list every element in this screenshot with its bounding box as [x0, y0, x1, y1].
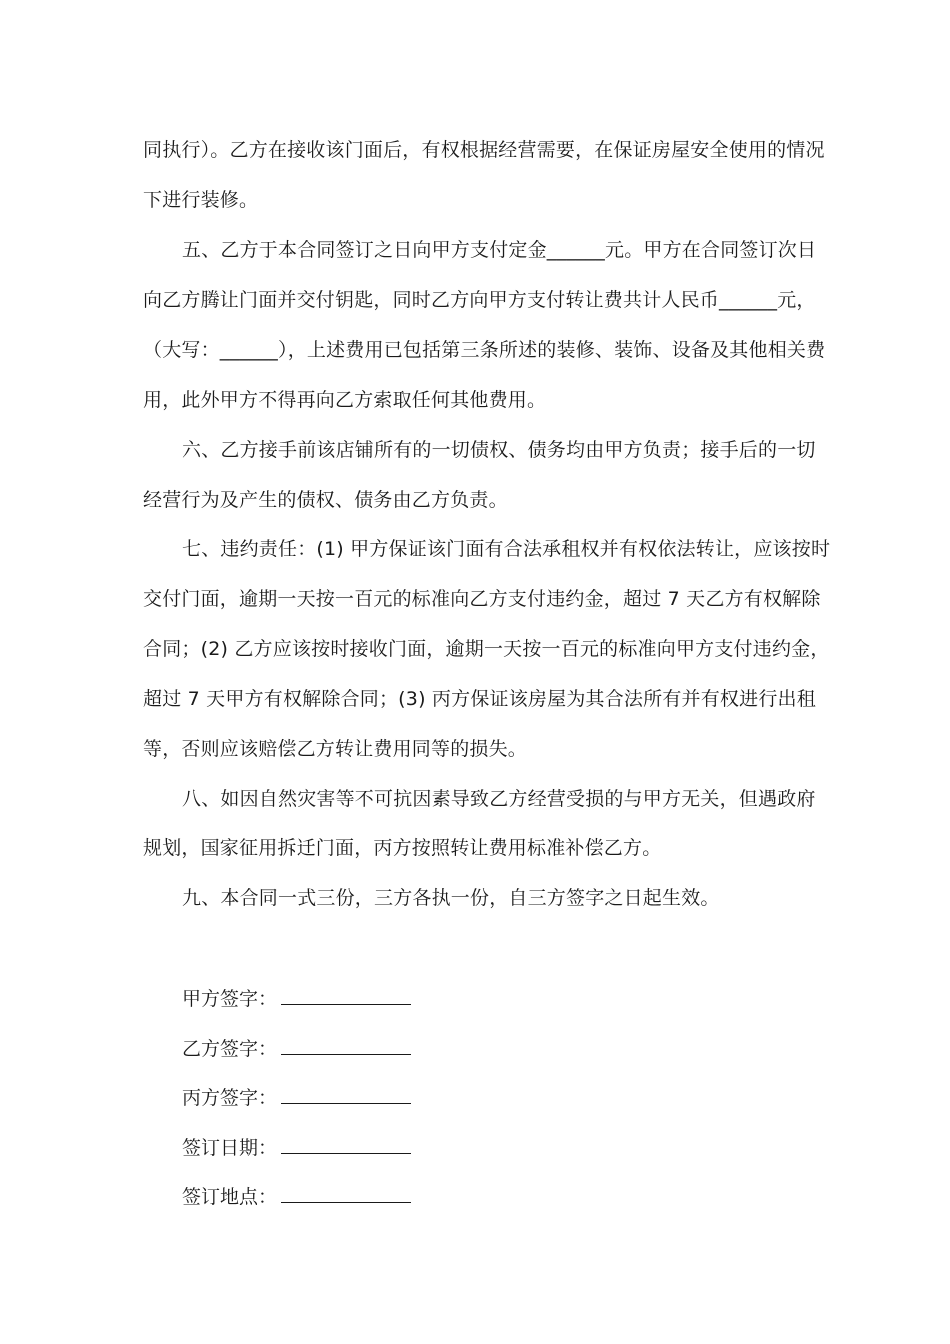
paragraph-line: 用，此外甲方不得再向乙方索取任何其他费用。	[143, 389, 547, 411]
paragraph-line: 八、如因自然灾害等不可抗因素导致乙方经营受损的与甲方无关，但遇政府	[182, 788, 816, 810]
paragraph-line: 合同；(2) 乙方应该按时接收门面，逾期一天按一百元的标准向甲方支付违约金，	[143, 638, 830, 660]
paragraph-line: 等，否则应该赔偿乙方转让费用同等的损失。	[143, 738, 528, 760]
signature-blank[interactable]	[281, 984, 411, 1005]
signature-label: 乙方签字：	[182, 1038, 278, 1060]
signature-blank[interactable]	[281, 1182, 411, 1203]
signature-place	[182, 1182, 411, 1211]
signature-party-b	[182, 1034, 411, 1063]
paragraph-line: 规划，国家征用拆迁门面，丙方按照转让费用标准补偿乙方。	[143, 837, 662, 859]
paragraph-line: 九、本合同一式三份，三方各执一份，自三方签字之日起生效。	[182, 887, 720, 909]
signature-label: 签订地点：	[182, 1186, 278, 1208]
signature-party-c	[182, 1083, 411, 1112]
signature-label: 甲方签字：	[182, 988, 278, 1010]
signature-blank[interactable]	[281, 1034, 411, 1055]
signature-blank[interactable]	[281, 1133, 411, 1154]
signature-party-a	[182, 984, 411, 1013]
paragraph-line: 经营行为及产生的债权、债务由乙方负责。	[143, 489, 508, 511]
paragraph-line: 七、违约责任：(1) 甲方保证该门面有合法承租权并有权依法转让，应该按时	[182, 538, 831, 560]
paragraph-line: 向乙方腾让门面并交付钥匙，同时乙方向甲方支付转让费共计人民币______元，	[143, 289, 816, 311]
signature-date	[182, 1133, 411, 1162]
signature-label: 丙方签字：	[182, 1087, 278, 1109]
signature-label: 签订日期：	[182, 1137, 278, 1159]
paragraph-line: 同执行）。乙方在接收该门面后，有权根据经营需要，在保证房屋安全使用的情况	[143, 139, 825, 161]
paragraph-line: 超过 7 天甲方有权解除合同；(3) 丙方保证该房屋为其合法所有并有权进行出租	[143, 688, 816, 710]
signature-blank[interactable]	[281, 1083, 411, 1104]
paragraph-line: 五、乙方于本合同签订之日向甲方支付定金______元。甲方在合同签订次日	[182, 239, 817, 261]
paragraph-line: （大写：______），上述费用已包括第三条所述的装修、装饰、设备及其他相关费	[143, 339, 826, 361]
paragraph-line: 六、乙方接手前该店铺所有的一切债权、债务均由甲方负责；接手后的一切	[182, 439, 816, 461]
paragraph-line: 下进行装修。	[143, 189, 259, 211]
paragraph-line: 交付门面，逾期一天按一百元的标准向乙方支付违约金，超过 7 天乙方有权解除	[143, 588, 821, 610]
